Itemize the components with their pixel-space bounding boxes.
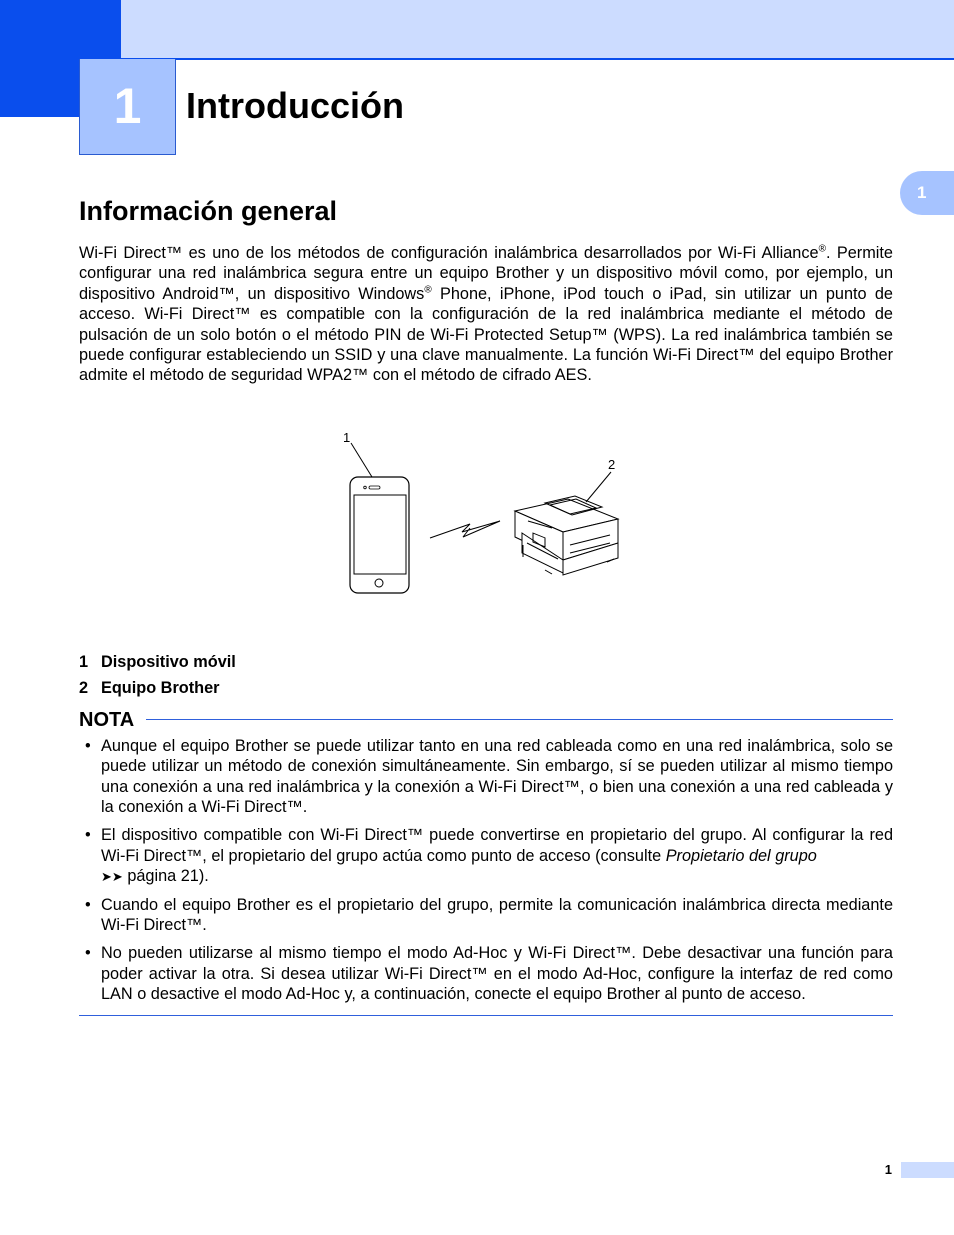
header-band bbox=[0, 0, 954, 59]
note-item bbox=[79, 825, 893, 887]
note-item-text: No pueden utilizarse al mismo tiempo el modo Ad-Hoc y Wi-Fi Direct™. Debe desactivar una función para poder activar la otra. Si desea utilizar Wi-Fi Direct™ en el modo Ad-Hoc, configure la interfaz de red como LAN o desactive el modo Ad-Hoc y, a continuación, conecte el equipo Brother al punto de acceso. bbox=[101, 944, 893, 1003]
note-item-text: El dispositivo compatible con Wi-Fi Direct™ puede convertirse en propietario del grupo. Al configurar la red Wi-Fi Direct™, el propietario del grupo actúa como punto de acceso (consulte bbox=[101, 826, 893, 865]
callout-number: 2 bbox=[608, 457, 616, 472]
header-rule bbox=[121, 58, 954, 60]
note-item-text: Aunque el equipo Brother se puede utilizar tanto en una red cableada como en una red inalámbrica, solo se puede utilizar un método de conexión simultáneamente. Sin embargo, sí se pueden utilizar al mismo tiempo una conexión a una red inalámbrica y la conexión a Wi-Fi Direct™, o bien una conexión a una red cableada y la conexión a Wi-Fi Direct™. bbox=[101, 737, 893, 817]
legend-item-brother-machine bbox=[79, 678, 479, 704]
note-item bbox=[79, 736, 893, 818]
note-item bbox=[79, 943, 893, 1004]
registered-mark: ® bbox=[818, 243, 826, 255]
callout-leader-line bbox=[351, 443, 372, 477]
bullet-icon: • bbox=[85, 826, 91, 845]
mobile-device-icon bbox=[350, 477, 409, 593]
page-number: 1 bbox=[884, 1162, 892, 1177]
printer-icon bbox=[515, 496, 618, 575]
footer-tab bbox=[901, 1162, 954, 1178]
legend-number: 1 bbox=[79, 653, 89, 671]
note-list bbox=[79, 736, 893, 1012]
note-item-text: Cuando el equipo Brother es el propietario del grupo, permite la comunicación inalámbrica directa mediante Wi-Fi Direct™. bbox=[101, 895, 893, 935]
intro-paragraph bbox=[79, 243, 893, 386]
wifi-direct-illustration bbox=[330, 425, 630, 600]
intro-text-1: Wi-Fi Direct™ es uno de los métodos de configuración inalámbrica desarrollados por Wi-Fi Alliance bbox=[79, 244, 819, 262]
wireless-signal-icon bbox=[430, 521, 500, 538]
note-title: NOTA bbox=[79, 709, 135, 731]
figure-legend bbox=[79, 652, 479, 704]
note-header bbox=[79, 707, 893, 733]
legend-label: Dispositivo móvil bbox=[101, 653, 236, 671]
registered-mark: ® bbox=[424, 284, 432, 296]
legend-item-mobile-device bbox=[79, 652, 479, 678]
bullet-icon: • bbox=[85, 737, 91, 755]
bullet-icon: • bbox=[85, 895, 91, 914]
note-item bbox=[79, 895, 893, 936]
intro-text-2: . Permite configurar una red inalámbrica segura entre un equipo Brother y un dispositivo móvil como, por ejemplo, un dispositivo Android™, un dispositivo Windows bbox=[79, 244, 893, 303]
section-title: Información general bbox=[79, 196, 338, 226]
note-end-rule bbox=[79, 1015, 893, 1016]
cross-reference-link[interactable]: Propietario del grupo bbox=[665, 846, 817, 865]
chapter-title: Introducción bbox=[186, 85, 404, 126]
legend-number: 2 bbox=[79, 679, 89, 697]
callout-leader-line bbox=[586, 472, 611, 502]
note-rule bbox=[146, 719, 893, 720]
intro-text-3: Phone, iPhone, iPod touch o iPad, sin utilizar un punto de acceso. Wi-Fi Direct™ es compatible con la configuración de la red inalámbrica mediante el método de pulsación de un solo botón o el método PIN de Wi-Fi Protected Setup™ (WPS). La red inalámbrica también se puede configurar estableciendo un SSID y una clave manualmente. La función Wi-Fi Direct™ del equipo Brother admite el método de seguridad WPA2™ con el método de cifrado AES. bbox=[79, 284, 893, 385]
chapter-side-tab: 1 bbox=[900, 171, 954, 215]
bullet-icon: • bbox=[85, 944, 91, 963]
legend-label: Equipo Brother bbox=[101, 679, 220, 697]
note-item-suffix: página 21). bbox=[122, 866, 209, 885]
double-arrow-icon: ➤➤ bbox=[101, 868, 123, 884]
illustration-drawing bbox=[330, 425, 630, 600]
chapter-number-box: 1 bbox=[79, 59, 176, 155]
callout-number: 1 bbox=[343, 430, 351, 445]
